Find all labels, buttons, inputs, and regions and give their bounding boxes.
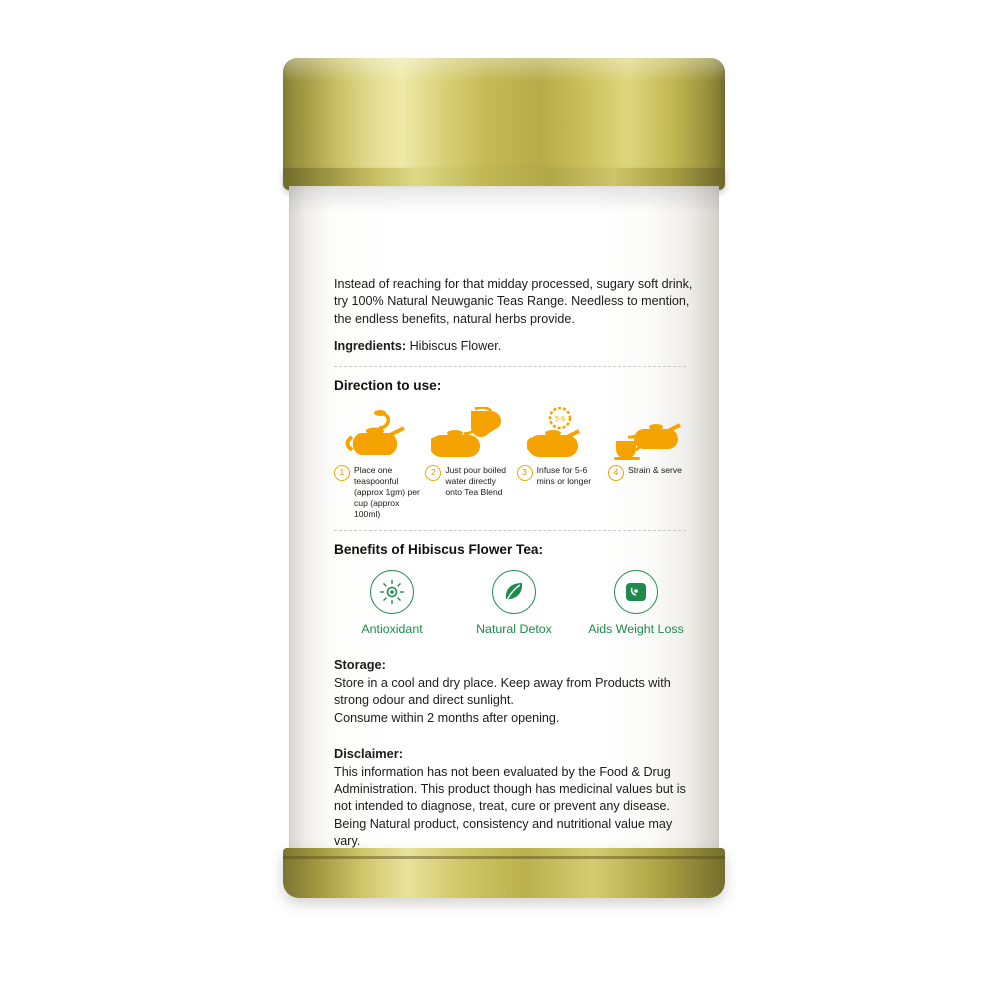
ingredients-label: Ingredients: — [334, 339, 407, 354]
step-text: Infuse for 5-6 mins or longer — [536, 465, 592, 487]
weight-scale-icon — [614, 570, 658, 614]
direction-title: Direction to use: — [334, 377, 442, 393]
step-item — [425, 405, 511, 498]
disclaimer-title: Disclaimer: — [334, 745, 403, 761]
intro-paragraph: Instead of reaching for that midday processed, sugary soft drink, try 100% Natural Neuwganic Teas Range. Needless to mention, the endless benefits, natural herbs provide. — [334, 277, 693, 326]
disclaimer-block — [334, 745, 694, 851]
step-caption — [425, 465, 511, 498]
benefit-item — [578, 570, 694, 638]
tin-base-seam — [283, 856, 725, 859]
label-top-shading — [289, 186, 719, 212]
storage-title: Storage: — [334, 657, 386, 673]
storage-block — [334, 656, 694, 727]
disclaimer-line: This information has not been evaluated by the Food & Drug Administration. This product though has medicinal values but is not intended to diagnose, treat, cure or prevent any disease. — [334, 764, 686, 814]
step-caption — [608, 465, 682, 481]
direction-steps — [334, 405, 694, 520]
lid-highlight — [283, 58, 725, 82]
tea-tin-container — [283, 58, 725, 898]
teapot-kettle-pour-icon — [425, 405, 511, 461]
label-content — [334, 276, 694, 850]
ingredients-value: Hibiscus Flower. — [409, 339, 502, 354]
step-text: Place one teaspoonful (approx 1gm) per cup (approx 100ml) — [354, 465, 420, 520]
step-item — [334, 405, 420, 520]
svg-text:5-6: 5-6 — [554, 416, 565, 424]
ingredients-line — [334, 338, 694, 355]
step-item — [608, 405, 694, 481]
step-caption — [517, 465, 603, 487]
teapot-cup-pour-icon — [608, 405, 694, 461]
step-number: 2 — [425, 465, 441, 481]
tin-base — [283, 848, 725, 898]
disclaimer-line: Being Natural product, consistency and nutritional value may vary. — [334, 816, 673, 849]
storage-line: Consume within 2 months after opening. — [334, 710, 560, 725]
benefit-label: Natural Detox — [476, 622, 552, 636]
storage-line: Store in a cool and dry place. Keep away from Products with strong odour and direct sunlight. — [334, 675, 671, 708]
antioxidant-icon — [370, 570, 414, 614]
tin-lid — [283, 58, 725, 186]
benefits-list — [334, 570, 694, 638]
benefit-item — [334, 570, 450, 638]
leaf-detox-icon — [492, 570, 536, 614]
step-number: 1 — [334, 465, 350, 481]
step-number: 3 — [517, 465, 533, 481]
divider-top — [334, 366, 686, 367]
step-number: 4 — [608, 465, 624, 481]
step-text: Just pour boiled water directly onto Tea Blend — [445, 465, 507, 498]
step-caption — [334, 465, 420, 520]
teapot-timer-icon — [517, 405, 603, 461]
benefit-label: Antioxidant — [361, 622, 423, 636]
teapot-spoon-icon — [334, 405, 420, 461]
step-text: Strain & serve — [627, 465, 682, 476]
benefit-item — [456, 570, 572, 638]
tin-body-label — [289, 186, 719, 866]
step-item — [517, 405, 603, 487]
divider-bottom — [334, 530, 686, 531]
benefit-label: Aids Weight Loss — [588, 622, 684, 636]
benefits-title: Benefits of Hibiscus Flower Tea: — [334, 542, 543, 558]
